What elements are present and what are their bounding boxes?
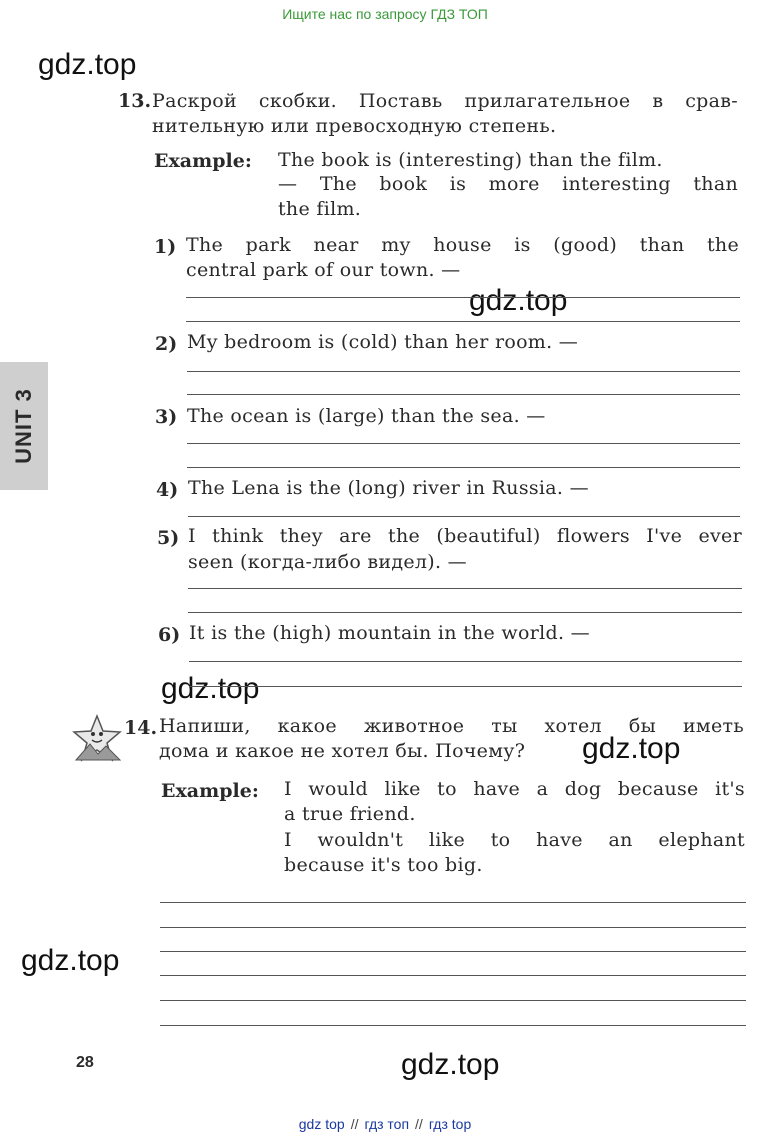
item-number: 2) bbox=[155, 333, 178, 355]
example-text: — The book is more interesting than bbox=[278, 173, 738, 195]
exercise-14-number: 14. bbox=[124, 717, 158, 739]
item-text: The Lena is the (long) river in Russia. — bbox=[188, 477, 589, 499]
unit-tab-label: UNIT 3 bbox=[11, 388, 36, 464]
answer-line[interactable] bbox=[188, 612, 742, 613]
watermark: gdz.top bbox=[21, 944, 120, 977]
answer-line[interactable] bbox=[189, 686, 742, 687]
example-text: I would like to have a dog because it's bbox=[284, 778, 745, 800]
bottom-link[interactable]: гдз top bbox=[428, 1116, 472, 1132]
item-text: seen (когда-либо видел). — bbox=[188, 551, 467, 573]
item-text: The ocean is (large) than the sea. — bbox=[187, 405, 546, 427]
item-text: I think they are the (beautiful) flowers I've ever bbox=[188, 525, 742, 547]
link-separator: // bbox=[415, 1116, 423, 1132]
item-text: The park near my house is (good) than the bbox=[186, 234, 739, 256]
example-text: the film. bbox=[278, 198, 362, 220]
answer-line[interactable] bbox=[186, 297, 740, 298]
example-label: Example: bbox=[161, 780, 259, 802]
watermark: gdz.top bbox=[161, 672, 260, 705]
answer-line[interactable] bbox=[160, 927, 746, 928]
exercise-14-instruction: Напиши, какое животное ты хотел бы иметь bbox=[159, 715, 744, 737]
item-number: 6) bbox=[158, 624, 181, 646]
top-banner-link[interactable]: Ищите нас по запросу ГДЗ ТОП bbox=[282, 6, 488, 22]
watermark: gdz.top bbox=[582, 732, 681, 765]
bottom-link[interactable]: гдз топ bbox=[364, 1116, 410, 1132]
answer-line[interactable] bbox=[160, 902, 746, 903]
example-text: because it's too big. bbox=[284, 854, 483, 876]
unit-tab bbox=[0, 362, 48, 490]
item-text: central park of our town. — bbox=[186, 259, 461, 281]
answer-line[interactable] bbox=[160, 1025, 746, 1026]
example-text: The book is (interesting) than the film. bbox=[278, 149, 663, 171]
exercise-13-instruction: нительную или превосходную степень. bbox=[152, 115, 557, 137]
answer-line[interactable] bbox=[160, 975, 746, 976]
bottom-link[interactable]: gdz top bbox=[298, 1116, 345, 1132]
example-label: Example: bbox=[154, 150, 252, 172]
page-number: 28 bbox=[76, 1054, 94, 1071]
example-text: I wouldn't like to have an elephant bbox=[284, 829, 745, 851]
answer-line[interactable] bbox=[189, 661, 742, 662]
item-text: It is the (high) mountain in the world. — bbox=[189, 622, 590, 644]
answer-line[interactable] bbox=[188, 588, 742, 589]
example-text: a true friend. bbox=[284, 803, 416, 825]
item-text: My bedroom is (cold) than her room. — bbox=[187, 331, 579, 353]
exercise-14-instruction: дома и какое не хотел бы. Почему? bbox=[159, 740, 526, 762]
exercise-13-instruction: Раскрой скобки. Поставь прилагательное в срав- bbox=[152, 90, 738, 112]
exercise-13-number: 13. bbox=[118, 90, 152, 112]
watermark: gdz.top bbox=[401, 1048, 500, 1081]
item-number: 3) bbox=[155, 406, 178, 428]
answer-line[interactable] bbox=[187, 394, 740, 395]
answer-line[interactable] bbox=[187, 443, 740, 444]
item-number: 4) bbox=[156, 479, 179, 501]
answer-line[interactable] bbox=[186, 321, 740, 322]
item-number: 5) bbox=[157, 527, 180, 549]
answer-line[interactable] bbox=[160, 1000, 746, 1001]
watermark: gdz.top bbox=[469, 284, 568, 317]
answer-line[interactable] bbox=[160, 951, 746, 952]
watermark: gdz.top bbox=[38, 48, 137, 81]
answer-line[interactable] bbox=[188, 516, 740, 517]
answer-line[interactable] bbox=[187, 371, 740, 372]
answer-line[interactable] bbox=[187, 467, 740, 468]
star-character-icon bbox=[72, 714, 122, 762]
item-number: 1) bbox=[154, 236, 177, 258]
bottom-links bbox=[0, 1116, 770, 1132]
link-separator: // bbox=[350, 1116, 359, 1132]
